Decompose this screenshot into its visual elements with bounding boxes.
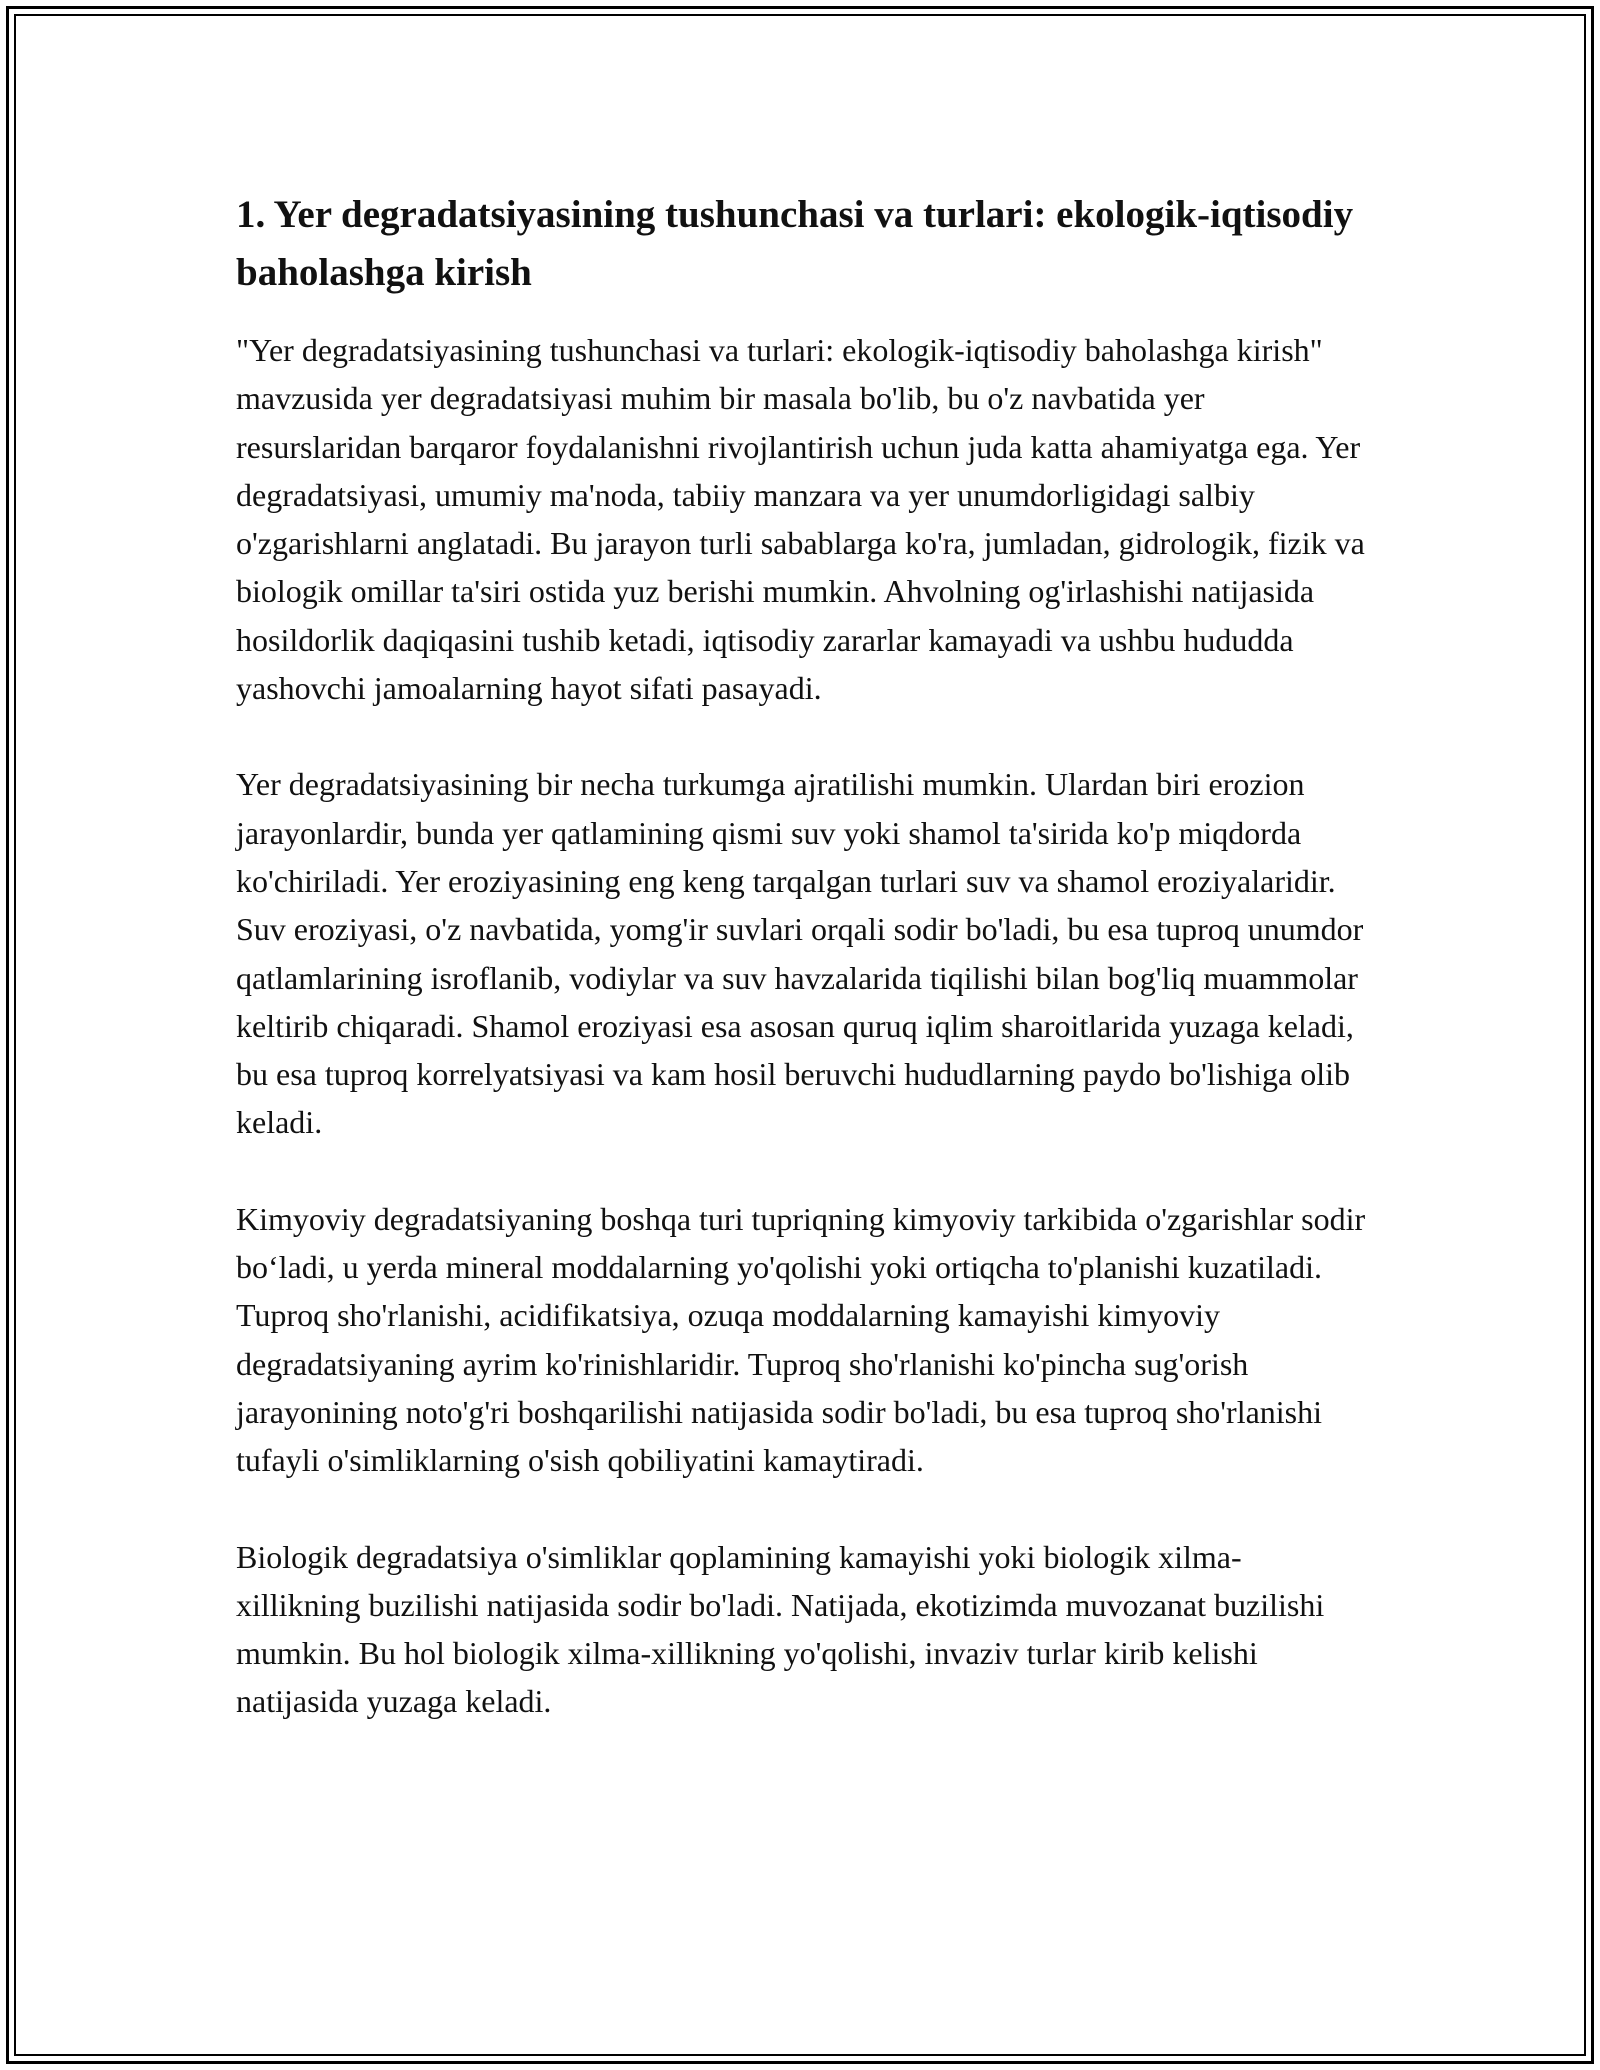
paragraph-chemical-degradation: Kimyoviy degradatsiyaning boshqa turi tupriqning kimyoviy tarkibida o'zgarishlar sodir bo‘ladi, u yerda mineral moddalarning yo'qolishi yoki ortiqcha to'planishi kuzatiladi. Tuproq sho'rlanishi, acidifikatsiya, ozuqa moddalarning kamayishi kimyoviy degradatsiyaning ayrim ko'rinishlaridir. Tuproq sho'rlanishi ko'pincha sug'orish jarayonining noto'g'ri boshqarilishi natijasida sodir bo'ladi, bu esa tuproq sho'rlanishi tufayli o'simliklarning o'sish qobiliyatini kamaytiradi. xyxy=(236,1200,1366,1479)
document-body xyxy=(236,186,1366,1774)
paragraph-introduction: "Yer degradatsiyasining tushunchasi va turlari: ekologik-iqtisodiy baholashga kirish" mavzusida yer degradatsiyasi muhim bir masala bo'lib, bu o'z navbatida yer resurslaridan barqaror foydalanishni rivojlantirish uchun juda katta ahamiyatga ega. Yer degradatsiyasi, umumiy ma'noda, tabiiy manzara va yer unumdorligidagi salbiy o'zgarishlarni anglatadi. Bu jarayon turli sabablarga ko'ra, jumladan, gidrologik, fizik va biologik omillar ta'siri ostida yuz berishi mumkin. Ahvolning og'irlashishi natijasida hosildorlik daqiqasini tushib ketadi, iqtisodiy zararlar kamayadi va ushbu hududda yashovchi jamoalarning hayot sifati pasayadi. xyxy=(236,332,1365,707)
section-heading: 1. Yer degradatsiyasining tushunchasi va turlari: ekologik-iqtisodiy baholashga kirish xyxy=(236,193,1354,294)
paragraph-erosion: Yer degradatsiyasining bir necha turkumga ajratilishi mumkin. Ulardan biri erozion jarayonlardir, bunda yer qatlamining qismi suv yoki shamol ta'sirida ko'p miqdorda ko'chiriladi. Yer eroziyasining eng keng tarqalgan turlari suv va shamol eroziyalaridir. Suv eroziyasi, o'z navbatida, yomg'ir suvlari orqali sodir bo'ladi, bu esa tuproq unumdor qatlamlarining isroflanib, vodiylar va suv havzalarida tiqilishi bilan bog'liq muammolar keltirib chiqaradi. Shamol eroziyasi esa asosan quruq iqlim sharoitlarida yuzaga keladi, bu esa tuproq korrelyatsiyasi va kam hosil beruvchi hududlarning paydo bo'lishiga olib keladi. xyxy=(236,766,1364,1141)
paragraph-biological-degradation: Biologik degradatsiya o'simliklar qoplamining kamayishi yoki biologik xilma-xillikning buzilishi natijasida sodir bo'ladi. Natijada, ekotizimda muvozanat buzilishi mumkin. Bu hol biologik xilma-xillikning yo'qolishi, invaziv turlar kirib kelishi natijasida yuzaga keladi. xyxy=(236,1538,1325,1720)
